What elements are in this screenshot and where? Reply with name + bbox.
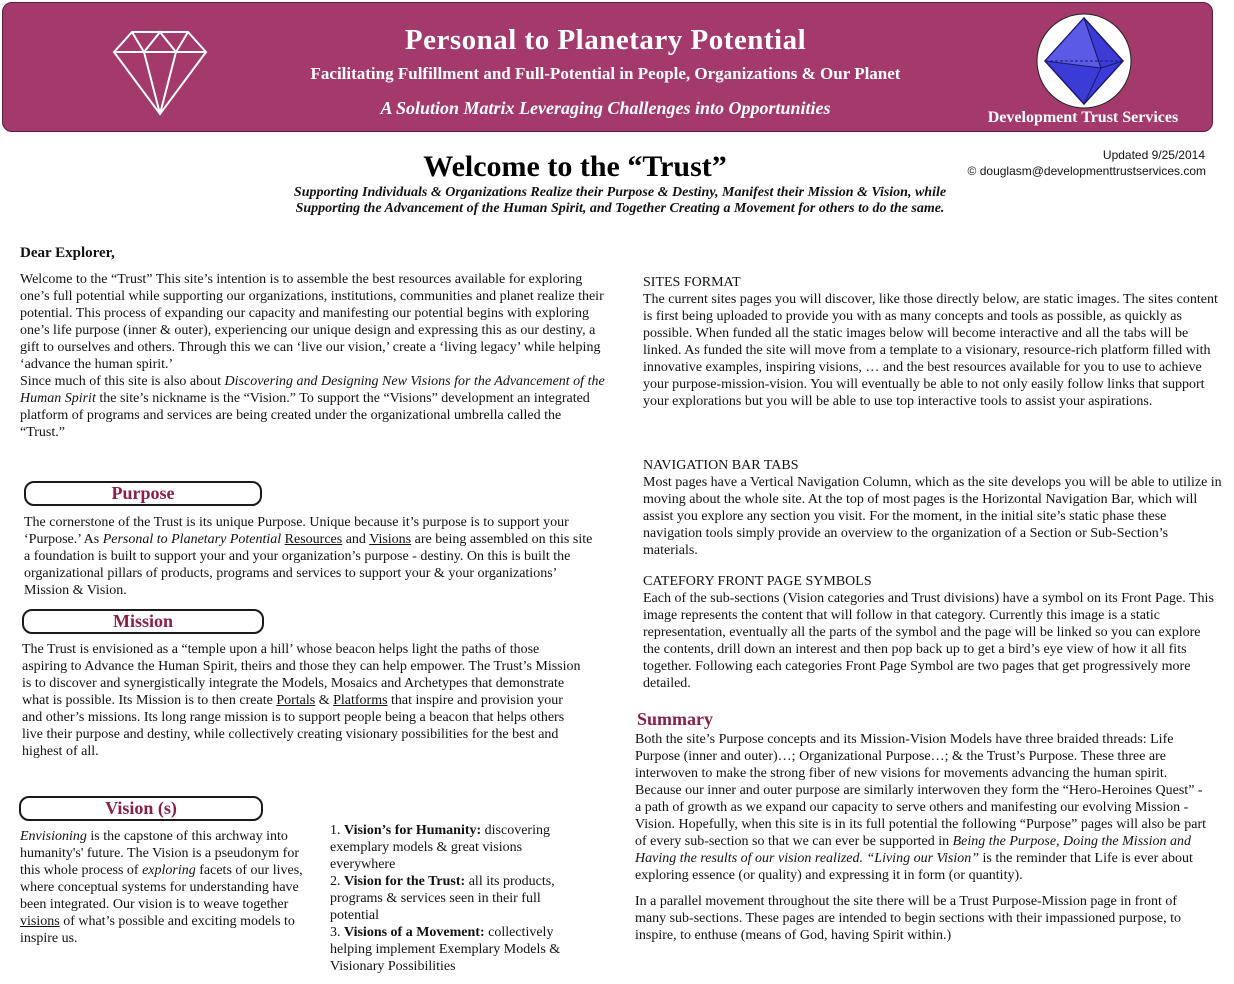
vision-text	[20, 828, 306, 947]
visions-link[interactable]: Visions	[369, 532, 412, 547]
intro-paragraph-1: Welcome to the “Trust” This site’s intention is to assemble the best resources available for exploring one’s full potential while supporting our organizations, institutions, communities and planet realize their potential. This process of expanding our capacity and manifesting our potential begins with exploring one’s life purpose (inner & outer), experiencing our unique design and expressing this as our destiny, a gift to ourselves and others. Through this we can ‘live our vision,’ create a ‘living legacy’ while helping ‘advance the human spirit.’	[20, 272, 604, 372]
visions-inline-link[interactable]: visions	[20, 914, 60, 929]
vision-heading: Vision (s)	[19, 796, 263, 821]
vision-text-span: facets of our lives, where conceptual systems for understanding have been integrated. Our vision is to weave together	[20, 863, 303, 912]
sites-format-heading: SITES FORMAT	[643, 275, 741, 290]
purpose-italic-span: Personal to Planetary Potential	[102, 532, 282, 547]
vision-text-span: of what’s possible and exciting models to inspire us.	[20, 914, 295, 946]
category-symbols-heading: CATEFORY FRONT PAGE SYMBOLS	[643, 574, 872, 589]
purpose-text-span: and	[342, 532, 370, 547]
vision-list-item	[330, 873, 580, 924]
list-number: 1.	[330, 823, 344, 838]
nav-tabs-heading: NAVIGATION BAR TABS	[643, 458, 799, 473]
page-tagline	[180, 185, 1060, 217]
nav-tabs-text: Most pages have a Vertical Navigation Column, which as the site develops you will be able to utilize in moving about the whole site. At the top of most pages is the Horizontal Navigation Bar, which will assist you explore any section you visit. For the moment, in the initial site’s static phase these navigation tools simply provide an overview to the organization of a Section or Sub-Section’s materials.	[643, 475, 1222, 558]
mission-text-span: The Trust is envisioned as a “temple upon a hill’ whose beacon helps light the paths of those aspiring to Advance the Human Spirit, theirs and those they can help empower. The Trust’s Mission is to discover and synergistically integrate the Models, Mosaics and Archetypes that demonstrate what is possible. Its Mission is to then create	[22, 642, 581, 708]
mission-heading: Mission	[22, 609, 264, 634]
page-title: Welcome to the “Trust”	[423, 150, 727, 183]
list-item-text: collectively helping implement Exemplary Models & Visionary Possibilities	[330, 925, 561, 974]
purpose-heading: Purpose	[24, 481, 262, 506]
banner-subtitle: Facilitating Fulfillment and Full-Potential in People, Organizations & Our Planet	[310, 64, 901, 83]
mission-text-span: that inspire and provision your and other’s missions. Its long range mission is to support people being a beacon that helps others live their purpose and destiny, while collectively creating visionary possibilities for the best and highest of all.	[22, 693, 565, 759]
vision-list-item	[330, 924, 580, 975]
summary-section	[635, 731, 1211, 944]
vision-text-span: is the capstone of this archway into humanity's' future. The Vision is a pseudonym for this whole process of	[20, 829, 299, 878]
vision-list	[330, 822, 580, 975]
summary-text-span: is the reminder that Life is ever about exploring essence (or quality) and expressing it in form (or quantity).	[635, 851, 1193, 883]
intro-italic-span: Discovering and Designing New Visions for the Advancement of the Human Spirit	[20, 374, 605, 406]
updated-date: Updated 9/25/2014	[1102, 148, 1205, 162]
vision-list-item	[330, 822, 580, 873]
greeting: Dear Explorer,	[20, 245, 115, 261]
list-number: 3.	[330, 925, 344, 940]
list-item-title: Visions of a Movement:	[344, 925, 485, 940]
intro-text-span: the site’s nickname is the “Vision.” To support the “Visions” development an integrated platform of programs and services are being created under the organizational umbrella called the “Trust.”	[20, 391, 590, 440]
mission-text-span: &	[315, 693, 334, 708]
banner-tagline: A Solution Matrix Leveraging Challenges into Opportunities	[380, 98, 831, 118]
category-symbols-text: Each of the sub-sections (Vision categories and Trust divisions) have a symbol on its Front Page. This image represents the content that will follow in that category. Currently this image is a static representation, eventually all the parts of the symbol and the page will be linked so you can explore the contents, drill down an interest and then pop back up to get a bird’s eye view of how it all fits together. Following each categories Front Page Symbol are two pages that get progressively more detailed.	[643, 591, 1214, 691]
resources-link[interactable]: Resources	[284, 532, 343, 547]
list-item-title: Vision for the Trust:	[344, 874, 466, 889]
intro-paragraph-2	[20, 373, 606, 441]
summary-heading: Summary	[637, 709, 713, 729]
sites-format-section	[643, 274, 1223, 410]
summary-italic-span: Being the Purpose, Doing the Mission and Having the results of our vision realized. “Living our Vision”	[635, 834, 1191, 866]
vision-italic-span: exploring	[142, 863, 196, 878]
intro-text-span: Since much of this site is also about	[20, 374, 225, 389]
copyright-email[interactable]: © douglasm@developmenttrustservices.com	[967, 164, 1206, 178]
summary-paragraph-1: Both the site’s Purpose concepts and its Mission-Vision Models have three braided threads: Life Purpose (inner and outer)…; Organizational Purpose…; & the Trust’s Purpose. These three are interwoven to make the strong fiber of new visions for movements advancing the human spirit.	[635, 732, 1174, 781]
vision-italic-span: Envisioning	[20, 829, 87, 844]
summary-text-span: Because our inner and outer purpose are similarly interwoven they form the “Hero-Heroines Quest” - a path of growth as we expand our capacity to serve others and manifesting our evolving Mission - Vision. Hopefully, when this site is in its full potential the following “Purpose” pages will also be part of every sub-section so that we can ever be supported in	[635, 783, 1206, 849]
portals-link[interactable]: Portals	[276, 693, 316, 708]
summary-paragraph-3: In a parallel movement throughout the site there will be a Trust Purpose-Mission page in front of many sub-sections. These pages are intended to begin sections with their impassioned purpose, to inspire, to enthuse (means of God, having Spirit within.)	[635, 894, 1182, 943]
platforms-link[interactable]: Platforms	[333, 693, 388, 708]
sites-format-text: The current sites pages you will discover, like those directly below, are static images. The sites content is first being uploaded to provide you with as many concepts and tools as possible, as quickly as possible. When funded all the static images below will become interactive and all the tabs will be linked. As funded the site will move from a template to a visionary, resource-rich platform filled with innovative examples, inspiring visions, … and the best resources available for you to use to achieve your purpose-mission-vision. You will eventually be able to not only easily follow links that support your explorations but you will be able to use top interactive tools to assist your aspirations.	[643, 292, 1218, 409]
category-symbols-section	[643, 573, 1221, 692]
summary-paragraph-2	[635, 782, 1211, 884]
list-item-text: all its products, programs & services seen in their full potential	[330, 874, 555, 923]
mission-text	[22, 641, 586, 760]
tagline-line-1: Supporting Individuals & Organizations Realize their Purpose & Destiny, Manifest their Mission & Vision, while	[293, 185, 947, 200]
list-item-title: Vision’s for Humanity:	[344, 823, 482, 838]
list-item-text: discovering exemplary models & great visions everywhere	[330, 823, 550, 872]
purpose-text-span: The cornerstone of the Trust is its unique Purpose. Unique because it’s purpose is to support your ‘Purpose.’ As	[24, 515, 569, 547]
intro-text	[20, 271, 606, 441]
banner-title: Personal to Planetary Potential	[404, 24, 807, 56]
purpose-text	[24, 514, 598, 599]
list-number: 2.	[330, 874, 344, 889]
purpose-text-span: are being assembled on this site a foundation is built to support your and your organization’s purpose - destiny. On this is built the organizational pillars of products, programs and services to support your & your organizations’ Mission & Vision.	[24, 532, 593, 598]
tagline-line-2: Supporting the Advancement of the Human Spirit, and Together Creating a Movement for others to do the same.	[295, 201, 945, 216]
banner-org-name: Development Trust Services	[987, 109, 1179, 126]
nav-tabs-section	[643, 457, 1223, 559]
